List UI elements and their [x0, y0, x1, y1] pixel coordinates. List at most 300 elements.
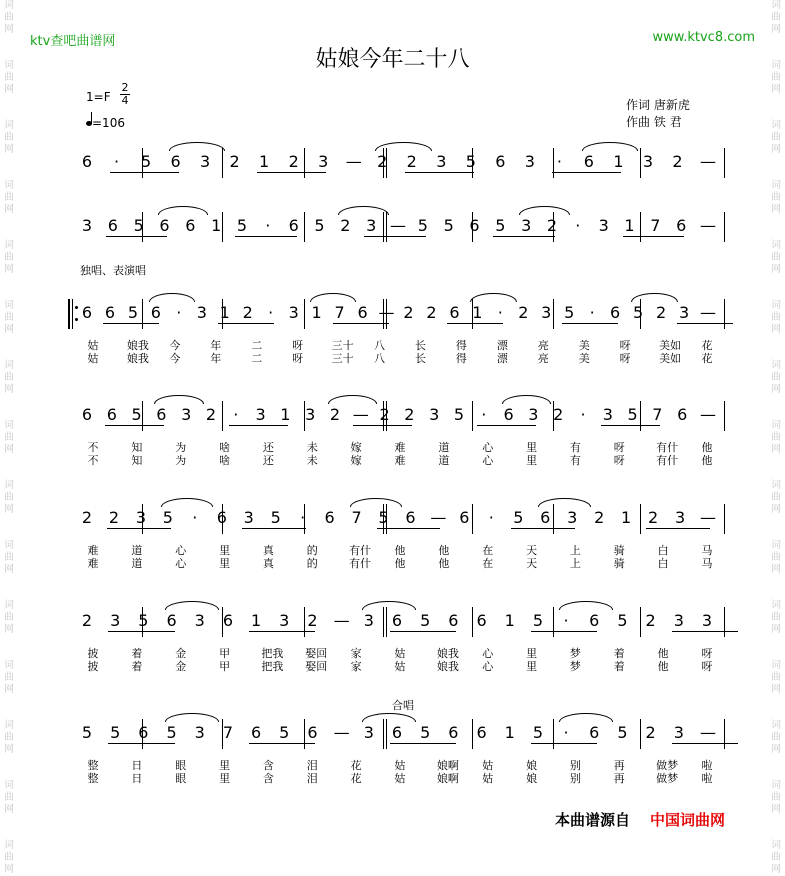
jianpu-note: 6 — [81, 405, 93, 424]
lyric-syllable: 亮 — [537, 339, 549, 352]
lyric-syllable: 日 — [131, 772, 143, 785]
jianpu-note: 3 — [429, 405, 440, 424]
jianpu-note: — — [345, 152, 362, 171]
jianpu-note: 3 — [598, 216, 609, 235]
lyric-syllable: 得 — [455, 339, 467, 352]
source-credit — [555, 809, 725, 830]
jianpu-note: 1 — [504, 611, 515, 630]
note-underline — [405, 172, 474, 173]
lyric-syllable: 家 — [350, 647, 362, 660]
jianpu-note: 5 — [270, 508, 281, 527]
lyric-syllable: 白 — [657, 544, 669, 557]
jianpu-note: 2 — [229, 152, 240, 171]
lyric-syllable: 花 — [701, 352, 713, 365]
note-underline — [377, 528, 441, 529]
lyric-syllable: 美 — [578, 352, 590, 365]
jianpu-note: 2 — [81, 611, 93, 630]
lyric-syllable: 嫁 — [350, 454, 362, 467]
slur — [519, 206, 570, 215]
jianpu-note: 2 — [645, 723, 656, 742]
lyric-syllable: 长 — [414, 352, 426, 365]
lyric-syllable: 整 — [87, 772, 99, 785]
side-watermark: 词 曲 网 — [4, 480, 14, 515]
lyric-syllable: 里 — [219, 772, 231, 785]
jianpu-note: 6 — [583, 152, 594, 171]
slur — [158, 206, 209, 215]
jianpu-note: 6 — [476, 611, 487, 630]
repeat-barline — [72, 299, 73, 329]
jianpu-note: 6 — [495, 152, 506, 171]
jianpu-note: · — [563, 723, 569, 742]
note-underline — [531, 743, 597, 744]
jianpu-note: 3 — [135, 508, 146, 527]
barline — [724, 607, 725, 637]
lyric-syllable: 披 — [87, 647, 99, 660]
jianpu-note: 5 — [236, 216, 248, 235]
note-underline — [447, 323, 503, 324]
barline — [553, 719, 554, 749]
note-underline — [103, 323, 159, 324]
jianpu-note: 5 — [166, 723, 177, 742]
lyric-syllable: 眼 — [175, 759, 187, 772]
barline — [386, 212, 387, 242]
jianpu-note: 2 — [288, 152, 299, 171]
note-underline — [242, 528, 306, 529]
lyric-syllable: 娘 — [526, 772, 538, 785]
side-watermark: 词 曲 网 — [4, 540, 14, 575]
repeat-dot — [75, 318, 78, 321]
jianpu-note: 2 — [406, 152, 417, 171]
lyric-syllable: 难 — [394, 454, 406, 467]
lyric-syllable: 为 — [175, 454, 187, 467]
side-watermark: 词 曲 网 — [771, 480, 781, 515]
barline — [222, 148, 223, 178]
lyric-syllable: 着 — [131, 660, 143, 673]
jianpu-note: 3 — [436, 152, 447, 171]
note-underline — [108, 743, 174, 744]
lyric-syllable: 道 — [438, 441, 450, 454]
lyric-syllable: 心 — [175, 544, 187, 557]
jianpu-note: 6 — [307, 723, 318, 742]
jianpu-note: — — [700, 216, 716, 235]
lyric-syllable: 的 — [306, 544, 318, 557]
jianpu-note: 7 — [222, 723, 233, 742]
lyric-syllable: 啦 — [701, 759, 713, 772]
lyric-syllable: 长 — [414, 339, 426, 352]
side-watermark: 词 曲 网 — [771, 360, 781, 395]
jianpu-note: 6 — [540, 508, 551, 527]
lyric-syllable: 天 — [526, 544, 538, 557]
slur — [310, 293, 356, 302]
jianpu-note: — — [700, 152, 716, 171]
jianpu-note: 3 — [673, 611, 684, 630]
jianpu-note: 3 — [674, 508, 686, 527]
quarter-note-icon — [86, 121, 92, 126]
lyric-syllable: 里 — [219, 759, 231, 772]
lyric-syllable: 姑 — [394, 647, 406, 660]
lyric-syllable: 他 — [657, 660, 669, 673]
jianpu-note: — — [378, 303, 395, 322]
side-watermark: 词 曲 网 — [771, 600, 781, 635]
lyric-syllable: 再 — [613, 759, 625, 772]
jianpu-note: 3 — [642, 152, 654, 171]
side-watermark: 词 曲 网 — [4, 660, 14, 695]
lyric-syllable: 的 — [306, 557, 318, 570]
lyric-syllable: 娘我 — [126, 339, 149, 352]
slur — [350, 498, 402, 507]
lyric-syllable: 天 — [526, 557, 538, 570]
jianpu-note: 2 — [647, 508, 659, 527]
lyric-syllable: 金 — [175, 660, 187, 673]
jianpu-note: 6 — [405, 508, 416, 527]
side-watermark: 词 曲 网 — [771, 0, 781, 35]
lyric-syllable: 姑 — [87, 352, 99, 365]
jianpu-note: 5 — [532, 723, 543, 742]
jianpu-note: 5 — [443, 216, 454, 235]
lyric-syllable: 心 — [482, 441, 494, 454]
slur — [338, 206, 389, 215]
jianpu-note: 3 — [279, 611, 290, 630]
side-watermark: 词 曲 网 — [771, 240, 781, 275]
lyric-syllable: 姑 — [394, 660, 406, 673]
lyric-syllable: 八 — [374, 352, 386, 365]
lyric-syllable: 金 — [175, 647, 187, 660]
lyric-syllable: 着 — [613, 660, 625, 673]
note-underline — [672, 631, 738, 632]
jianpu-note: — — [333, 611, 350, 630]
jianpu-note: 2 — [645, 611, 656, 630]
jianpu-note: 2 — [379, 405, 390, 424]
note-underline — [106, 236, 168, 237]
lyric-syllable: 他 — [657, 647, 669, 660]
jianpu-note: 6 — [357, 303, 368, 322]
note-underline — [229, 425, 289, 426]
note-underline — [107, 528, 171, 529]
lyric-syllable: 啥 — [219, 441, 231, 454]
lyric-syllable: 还 — [262, 454, 274, 467]
jianpu-note: · — [176, 303, 182, 322]
lyric-syllable: 别 — [569, 759, 581, 772]
barline — [640, 719, 641, 749]
slur — [502, 395, 551, 404]
jianpu-note: 5 — [617, 723, 628, 742]
site-name-left: ktv查吧曲谱网 — [30, 34, 116, 49]
slur — [328, 395, 377, 404]
jianpu-note: 1 — [624, 216, 635, 235]
lyric-syllable: 为 — [175, 441, 187, 454]
jianpu-note: 3 — [602, 405, 613, 424]
slur — [631, 293, 677, 302]
lyric-syllable: 不 — [87, 441, 99, 454]
jianpu-note: 6 — [449, 303, 460, 322]
jianpu-note: 3 — [524, 152, 535, 171]
jianpu-note: 3 — [528, 405, 539, 424]
barline — [724, 299, 725, 329]
jianpu-note: 6 — [324, 508, 335, 527]
barline — [472, 719, 473, 749]
barline — [724, 148, 725, 178]
lyric-syllable: 把我 — [261, 660, 284, 673]
lyric-syllable: 他 — [394, 557, 406, 570]
jianpu-note: 6 — [589, 723, 600, 742]
jianpu-note: — — [390, 216, 406, 235]
lyric-syllable: 真 — [262, 544, 274, 557]
meter-bottom: 4 — [121, 94, 129, 107]
source-label: 本曲谱源自 — [555, 811, 631, 829]
jianpu-note: 1 — [250, 611, 262, 630]
note-underline — [108, 631, 174, 632]
barline — [640, 212, 641, 242]
jianpu-note: 2 — [340, 216, 351, 235]
jianpu-note: 2 — [426, 303, 437, 322]
side-watermark: 词 曲 网 — [4, 180, 14, 215]
jianpu-note: 5 — [131, 405, 142, 424]
jianpu-note: 6 — [138, 723, 149, 742]
lyric-syllable: 把我 — [261, 647, 284, 660]
jianpu-note: 5 — [495, 216, 506, 235]
jianpu-note: 6 — [677, 405, 688, 424]
jianpu-note: 5 — [314, 216, 325, 235]
lyric-syllable: 泪 — [306, 759, 318, 772]
jianpu-note: 1 — [472, 303, 483, 322]
barline — [383, 607, 384, 637]
lyric-syllable: 难 — [87, 557, 99, 570]
side-watermark: 词 曲 网 — [4, 780, 14, 815]
right-watermark-strip — [767, 0, 785, 875]
lyric-syllable: 未 — [306, 441, 318, 454]
jianpu-note: 1 — [259, 152, 270, 171]
jianpu-note: · — [233, 405, 239, 424]
jianpu-note: 6 — [107, 216, 118, 235]
side-watermark: 词 曲 网 — [4, 420, 14, 455]
jianpu-note: 3 — [288, 303, 299, 322]
jianpu-note: 5 — [633, 303, 644, 322]
side-watermark: 词 曲 网 — [771, 180, 781, 215]
jianpu-note: 1 — [219, 303, 230, 322]
jianpu-note: 6 — [391, 611, 403, 630]
lyric-syllable: 花 — [350, 772, 362, 785]
lyric-syllable: 呀 — [292, 339, 304, 352]
lyric-syllable: 有什 — [349, 544, 372, 557]
barline — [386, 719, 387, 749]
lyric-syllable: 美 — [578, 339, 590, 352]
lyric-syllable: 娘我 — [126, 352, 149, 365]
slur — [362, 601, 416, 610]
lyric-syllable: 呀 — [292, 352, 304, 365]
lyric-syllable: 里 — [526, 454, 538, 467]
slur — [538, 498, 590, 507]
lyric-syllable: 娘啊 — [436, 759, 459, 772]
side-watermark: 词 曲 网 — [4, 600, 14, 635]
lyric-syllable: 啥 — [219, 454, 231, 467]
lyric-syllable: 整 — [87, 759, 99, 772]
slur — [165, 601, 219, 610]
lyric-syllable: 娘 — [526, 759, 538, 772]
jianpu-note: 5 — [420, 723, 431, 742]
lyric-syllable: 漂 — [496, 352, 508, 365]
barline — [383, 719, 384, 749]
note-underline — [353, 425, 413, 426]
lyric-syllable: 啦 — [701, 772, 713, 785]
lyric-syllable: 今 — [169, 352, 181, 365]
lyric-syllable: 嫁 — [350, 441, 362, 454]
jianpu-note: 1 — [280, 405, 291, 424]
jianpu-note: 6 — [610, 303, 621, 322]
note-underline — [333, 323, 389, 324]
slur — [165, 713, 219, 722]
left-watermark-strip — [0, 0, 18, 875]
jianpu-note: 5 — [162, 508, 173, 527]
side-watermark: 词 曲 网 — [4, 60, 14, 95]
jianpu-note: — — [700, 303, 716, 322]
time-signature — [120, 82, 130, 107]
jianpu-note: · — [497, 303, 503, 322]
side-watermark: 词 曲 网 — [771, 540, 781, 575]
jianpu-note: 6 — [250, 723, 262, 742]
jianpu-note: 2 — [329, 405, 341, 424]
jianpu-note: 3 — [701, 611, 713, 630]
side-watermark: 词 曲 网 — [4, 300, 14, 335]
lyric-syllable: 马 — [701, 557, 713, 570]
lyric-syllable: 美如 — [659, 339, 682, 352]
lyric-syllable: 含 — [262, 772, 274, 785]
jianpu-note: 7 — [351, 508, 362, 527]
lyric-syllable: 二 — [251, 339, 263, 352]
jianpu-note: 3 — [81, 216, 93, 235]
lyric-syllable: 年 — [210, 352, 222, 365]
lyric-syllable: 姑 — [394, 759, 406, 772]
lyric-syllable: 漂 — [496, 339, 508, 352]
lyric-syllable: 有什 — [656, 454, 679, 467]
lyric-syllable: 花 — [701, 339, 713, 352]
side-watermark: 词 曲 网 — [771, 780, 781, 815]
barline — [724, 504, 725, 534]
lyric-syllable: 梦 — [569, 647, 581, 660]
note-underline — [257, 172, 326, 173]
jianpu-note: 6 — [589, 611, 600, 630]
barline — [553, 504, 554, 534]
key-signature: 1=F — [86, 90, 111, 104]
lyric-syllable: 上 — [569, 557, 581, 570]
note-underline — [552, 172, 621, 173]
lyric-syllable: 甲 — [219, 647, 231, 660]
barline — [724, 212, 725, 242]
lyric-syllable: 今 — [169, 339, 181, 352]
lyric-syllable: 骑 — [613, 544, 625, 557]
lyric-syllable: 道 — [131, 557, 143, 570]
jianpu-note: 3 — [363, 723, 374, 742]
barline — [472, 607, 473, 637]
jianpu-note: 3 — [194, 723, 205, 742]
lyric-syllable: 梦 — [569, 660, 581, 673]
jianpu-note: 6 — [170, 152, 181, 171]
jianpu-note: · — [575, 216, 581, 235]
lyric-syllable: 他 — [701, 454, 713, 467]
lyric-syllable: 白 — [657, 557, 669, 570]
slur — [149, 293, 195, 302]
jianpu-note: 6 — [676, 216, 687, 235]
barline — [472, 401, 473, 431]
lyric-syllable: 娘啊 — [436, 772, 459, 785]
lyric-syllable: 娶回 — [305, 647, 328, 660]
jianpu-note: 2 — [403, 303, 414, 322]
lyric-syllable: 呀 — [613, 441, 625, 454]
jianpu-note: 5 — [378, 508, 389, 527]
jianpu-note: 2 — [205, 405, 217, 424]
slur — [161, 498, 213, 507]
barline — [472, 504, 473, 534]
jianpu-note: 3 — [200, 152, 211, 171]
lyric-syllable: 心 — [175, 557, 187, 570]
jianpu-note: 3 — [181, 405, 192, 424]
jianpu-note: · — [265, 216, 271, 235]
lyric-syllable: 有 — [569, 441, 581, 454]
lyric-syllable: 难 — [394, 441, 406, 454]
lyric-syllable: 再 — [613, 772, 625, 785]
jianpu-note: 5 — [279, 723, 290, 742]
lyric-syllable: 做梦 — [656, 759, 679, 772]
lyric-syllable: 里 — [526, 647, 538, 660]
side-watermark: 词 曲 网 — [771, 420, 781, 455]
lyric-syllable: 他 — [701, 441, 713, 454]
note-underline — [677, 323, 733, 324]
jianpu-note: · — [563, 611, 569, 630]
site-url-right: www.ktvc8.com — [652, 30, 755, 45]
jianpu-note: 3 — [567, 508, 578, 527]
lyric-syllable: 甲 — [219, 660, 231, 673]
side-watermark: 词 曲 网 — [771, 660, 781, 695]
barline — [383, 212, 384, 242]
tempo-marking — [86, 116, 125, 130]
note-underline — [623, 236, 685, 237]
jianpu-note: 6 — [104, 303, 116, 322]
lyric-syllable: 姑 — [482, 772, 494, 785]
lyric-syllable: 着 — [131, 647, 143, 660]
side-watermark: 词 曲 网 — [4, 240, 14, 275]
jianpu-note: 5 — [617, 611, 628, 630]
jianpu-note: 6 — [391, 723, 403, 742]
slur — [559, 713, 613, 722]
jianpu-note: 6 — [106, 405, 117, 424]
note-underline — [110, 172, 179, 173]
jianpu-note: · — [488, 508, 494, 527]
jianpu-note: 5 — [110, 723, 121, 742]
lyric-syllable: 还 — [262, 441, 274, 454]
barline — [222, 401, 223, 431]
note-underline — [390, 631, 456, 632]
barline — [304, 148, 305, 178]
lyric-syllable: 着 — [613, 647, 625, 660]
jianpu-note: — — [700, 723, 716, 742]
lyric-syllable: 真 — [262, 557, 274, 570]
jianpu-note: 6 — [166, 611, 177, 630]
jianpu-note: 3 — [366, 216, 377, 235]
jianpu-note: 3 — [255, 405, 266, 424]
lyric-syllable: 呀 — [619, 339, 631, 352]
barline — [640, 401, 641, 431]
lyric-syllable: 二 — [251, 352, 263, 365]
jianpu-note: · — [589, 303, 595, 322]
jianpu-note: 6 — [156, 405, 167, 424]
lyric-syllable: 道 — [438, 454, 450, 467]
side-watermark: 词 曲 网 — [4, 720, 14, 755]
jianpu-note: · — [113, 152, 120, 171]
note-underline — [646, 528, 710, 529]
note-underline — [672, 743, 738, 744]
side-watermark: 词 曲 网 — [771, 720, 781, 755]
jianpu-note: 5 — [127, 303, 139, 322]
lyric-syllable: 里 — [219, 557, 231, 570]
